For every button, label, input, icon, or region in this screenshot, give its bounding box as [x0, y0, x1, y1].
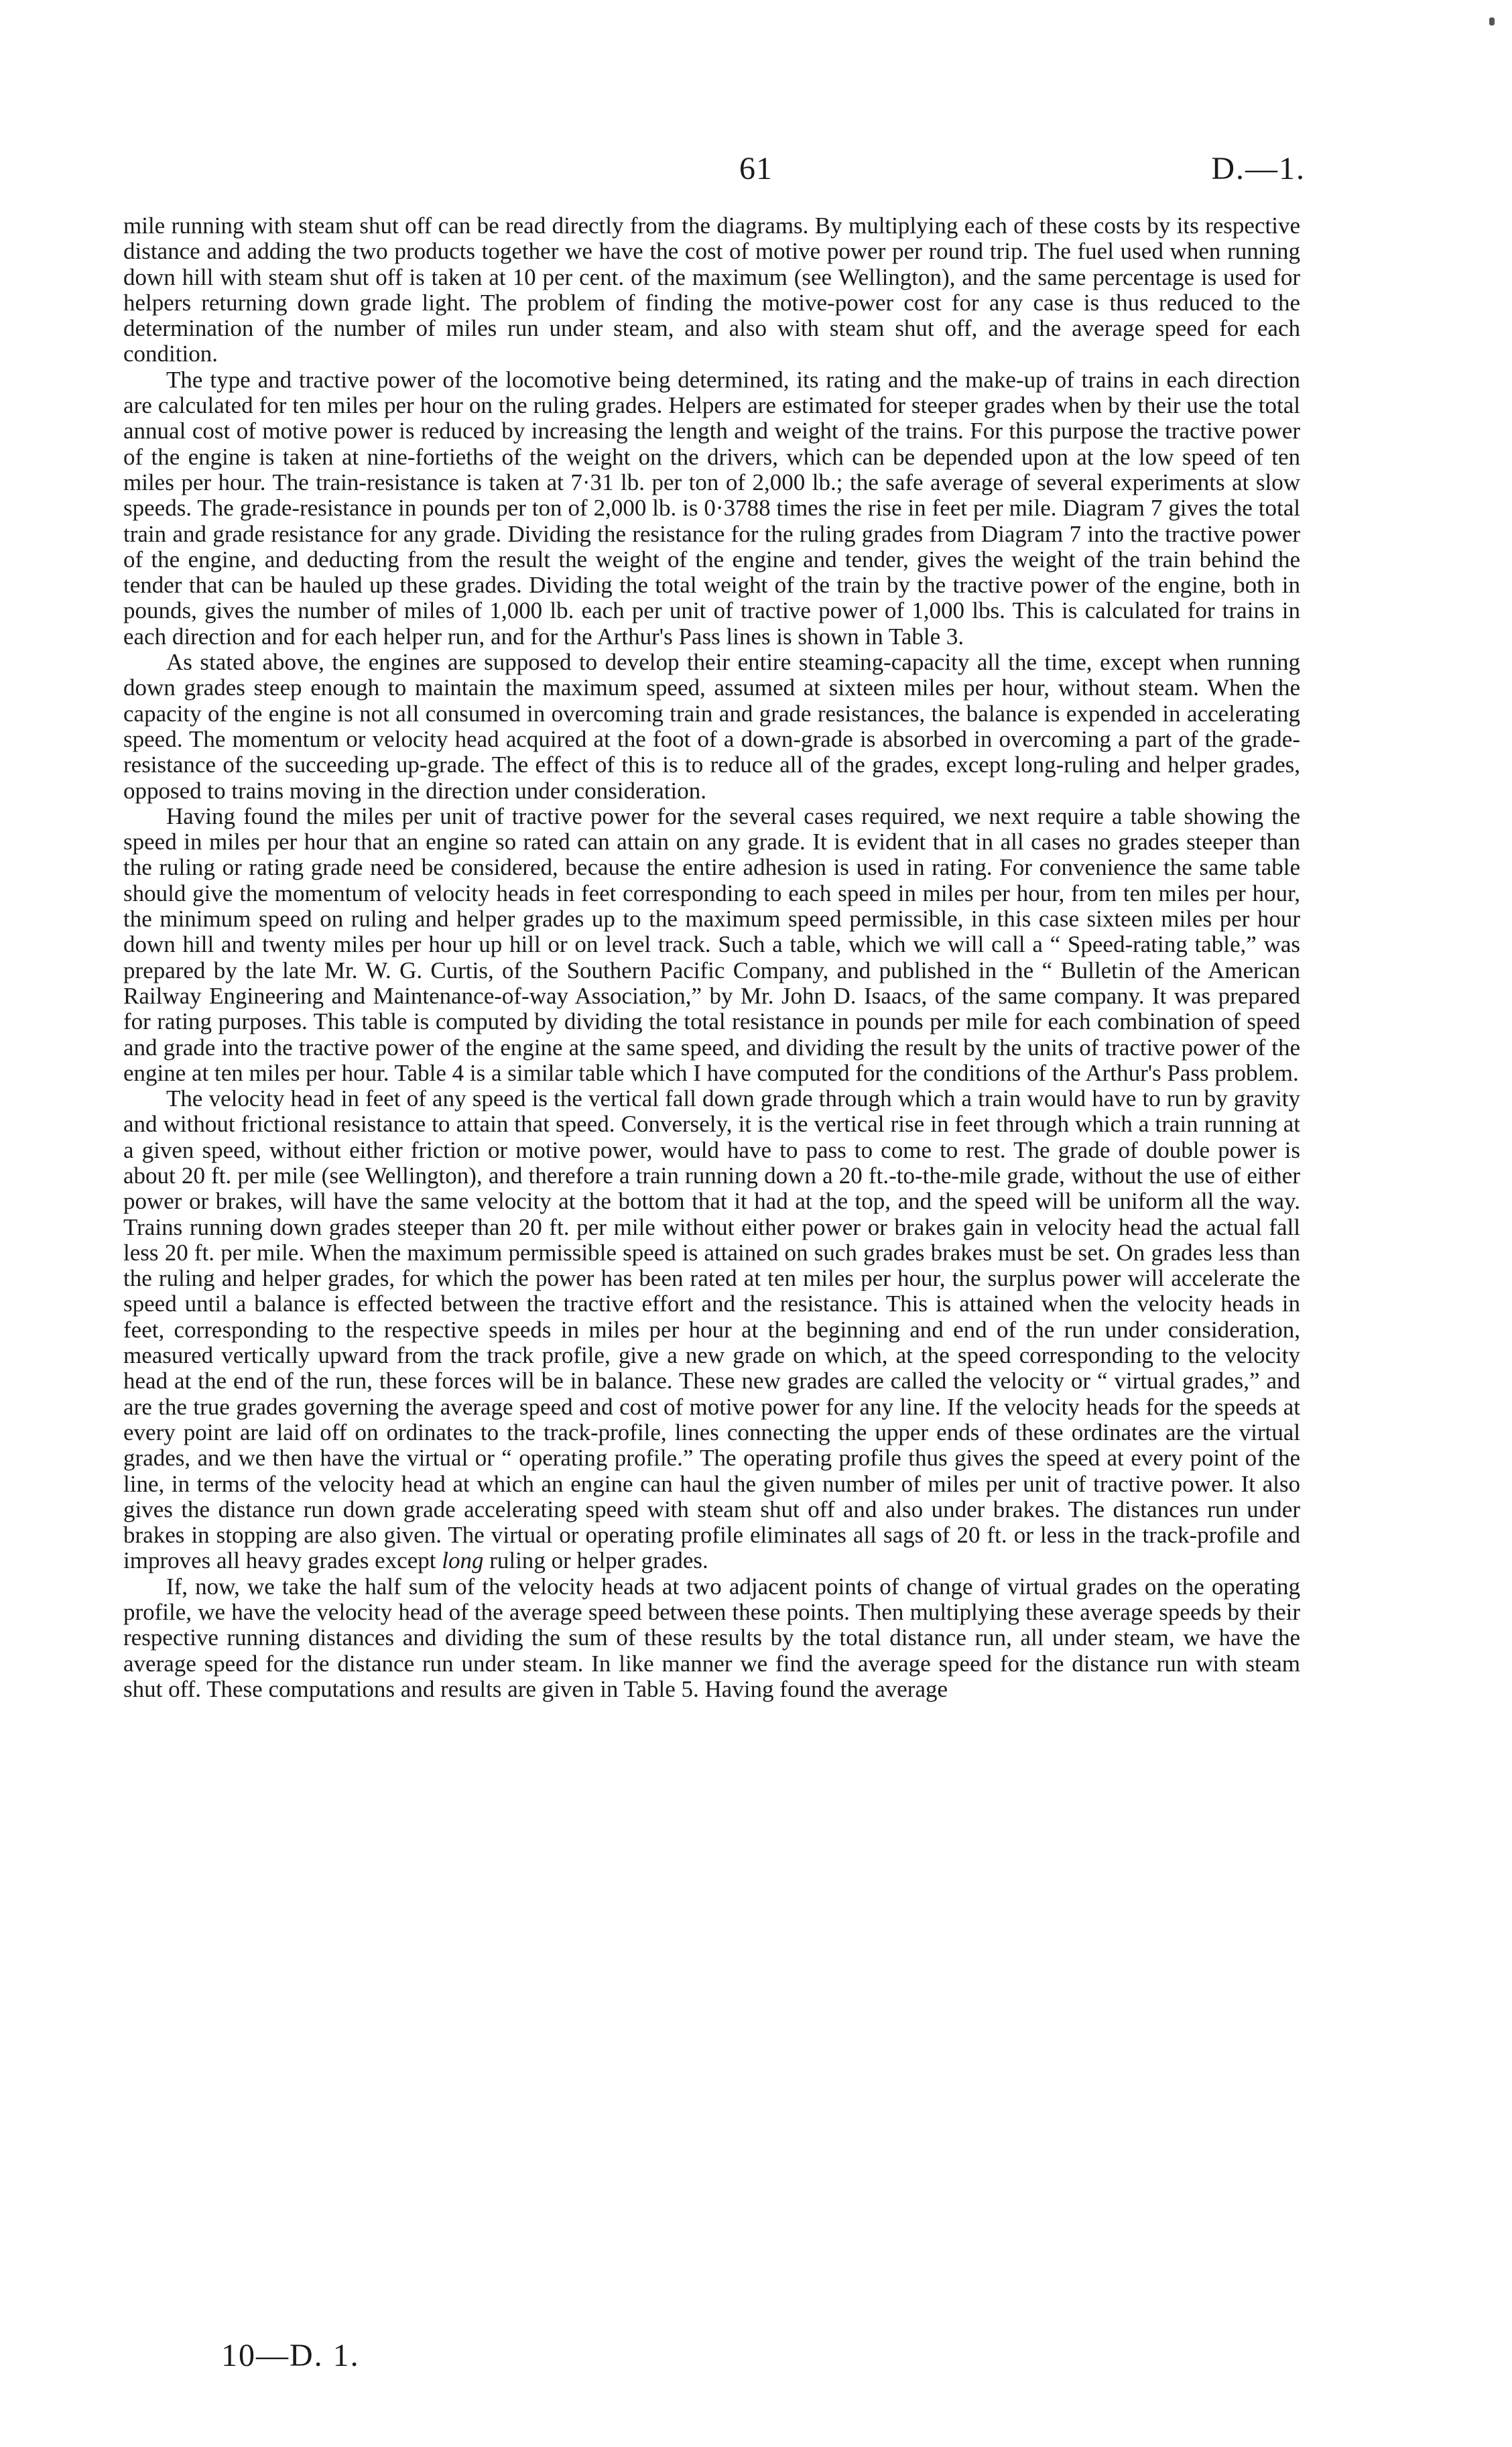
page-number: 61 — [739, 151, 773, 186]
paragraph-2: The type and tractive power of the locomotive being determined, its rating and the make-up of trains in each direction are calculated for ten miles per hour on the ruling grades. Helpers are estimated for steeper grades when by their use the total annual cost of motive power is reduced by increasing the length and weight of the trains. For this purpose the tractive power of the engine is taken at nine-fortieths of the weight on the drivers, which can be depended upon at the low speed of ten miles per hour. The train-resistance is taken at 7·31 lb. per ton of 2,000 lb.; the safe average of several experiments at slow speeds. The grade-resistance in pounds per ton of 2,000 lb. is 0·3788 times the rise in feet per mile. Diagram 7 gives the total train and grade resistance for any grade. Dividing the resistance for the ruling grades from Diagram 7 into the tractive power of the engine, and deducting from the result the weight of the engine and tender, gives the weight of the train behind the tender that can be hauled up these grades. Dividing the total weight of the train by the tractive power of the engine, both in pounds, gives the number of miles of 1,000 lb. each per unit of tractive power of 1,000 lbs. This is calculated for trains in each direction and for each helper run, and for the Arthur's Pass lines is shown in Table 3. — [123, 366, 1300, 650]
body-text — [123, 213, 1300, 1702]
document-reference: D.—1. — [1211, 151, 1306, 186]
scan-mark — [1489, 17, 1495, 25]
paragraph-3: As stated above, the engines are supposed to develop their entire steaming-capacity all the time, except when running down grades steep enough to maintain the maximum speed, assumed at sixteen miles per hour, without steam. When the capacity of the engine is not all consumed in overcoming train and grade resistances, the balance is expended in accelerating speed. The momentum or velocity head acquired at the foot of a down-grade is absorbed in overcoming a part of the grade-resistance of the succeeding up-grade. The effect of this is to reduce all of the grades, except long-ruling and helper grades, opposed to trains moving in the direction under consideration. — [123, 649, 1300, 804]
paragraph-1: mile running with steam shut off can be read directly from the diagrams. By multiplying each of these costs by its respective distance and adding the two products together we have the cost of motive power per round trip. The fuel used when running down hill with steam shut off is taken at 10 per cent. of the maximum (see Wellington), and the same percentage is used for helpers returning down grade light. The problem of finding the motive-power cost for any case is thus reduced to the determination of the number of miles run under steam, and also with steam shut off, and the average speed for each condition. — [123, 213, 1300, 367]
paragraph-5-text: The velocity head in feet of any speed is the vertical fall down grade through which a train would have to run by gravity and without frictional resistance to attain that speed. Conversely, it is the vertical rise in feet through which a train running at a given speed, without either friction or motive power, would have to pass to come to rest. The grade of double power is about 20 ft. per mile (see Wellington), and therefore a train running down a 20 ft.-to-the-mile grade, without the use of either power or brakes, will have the same velocity at the bottom that it had at the top, and the speed will be uniform all the way. Trains running down grades steeper than 20 ft. per mile without either power or brakes gain in velocity head the actual fall less 20 ft. per mile. When the maximum permissible speed is attained on such grades brakes must be set. On grades less than the ruling and helper grades, for which the power has been rated at ten miles per hour, the surplus power will accelerate the speed until a balance is effected between the tractive effort and the resistance. This is attained when the velocity heads in feet, corresponding to the respective speeds in miles per hour at the beginning and end of the run under consideration, measured vertically upward from the track profile, give a new grade on which, at the speed corresponding to the velocity head at the end of the run, these forces will be in balance. These new grades are called the velocity or “ virtual grades,” and are the true grades governing the average speed and cost of motive power for any line. If the velocity heads for the speeds at every point are laid off on ordinates to the track-profile, lines connecting the upper ends of these ordinates are the virtual grades, and we then have the virtual or “ operating profile.” The operating profile thus gives the speed at every point of the line, in terms of the velocity head at which an engine can haul the given number of miles per unit of tractive power. It also gives the distance run down grade accelerating speed with steam shut off and also under brakes. The distances run under brakes in stopping are also given. The virtual or operating profile eliminates all sags of 20 ft. or less in the track-profile and improves all heavy grades except — [123, 1085, 1300, 1574]
signature-mark: 10—D. 1. — [221, 2338, 360, 2373]
paragraph-6: If, now, we take the half sum of the velocity heads at two adjacent points of change of virtual grades on the operating profile, we have the velocity head of the average speed between these points. Then multiplying these average speeds by their respective running distances and dividing the sum of these results by the total distance run, all under steam, we have the average speed for the distance run under steam. In like manner we find the average speed for the distance run with steam shut off. These computations and results are given in Table 5. Having found the average — [123, 1573, 1300, 1702]
paragraph-5 — [123, 1086, 1300, 1574]
paragraph-5-italic: long — [442, 1547, 484, 1574]
paragraph-4: Having found the miles per unit of tractive power for the several cases required, we next require a table showing the speed in miles per hour that an engine so rated can attain on any grade. It is evident that in all cases no grades steeper than the ruling or rating grade need be considered, because the entire adhesion is used in rating. For convenience the same table should give the momentum of velocity heads in feet corresponding to each speed in miles per hour, from ten miles per hour, the minimum speed on ruling and helper grades up to the maximum speed permissible, in this case sixteen miles per hour down hill and twenty miles per hour up hill or on level track. Such a table, which we will call a “ Speed-rating table,” was prepared by the late Mr. W. G. Curtis, of the Southern Pacific Company, and published in the “ Bulletin of the American Railway Engineering and Maintenance-of-way Association,” by Mr. John D. Isaacs, of the same company. It was prepared for rating purposes. This table is computed by dividing the total resistance in pounds per mile for each combination of speed and grade into the tractive power of the engine at the same speed, and dividing the result by the units of tractive power of the engine at ten miles per hour. Table 4 is a similar table which I have computed for the conditions of the Arthur's Pass problem. — [123, 802, 1300, 1086]
paragraph-5-tail: ruling or helper grades. — [483, 1547, 708, 1574]
